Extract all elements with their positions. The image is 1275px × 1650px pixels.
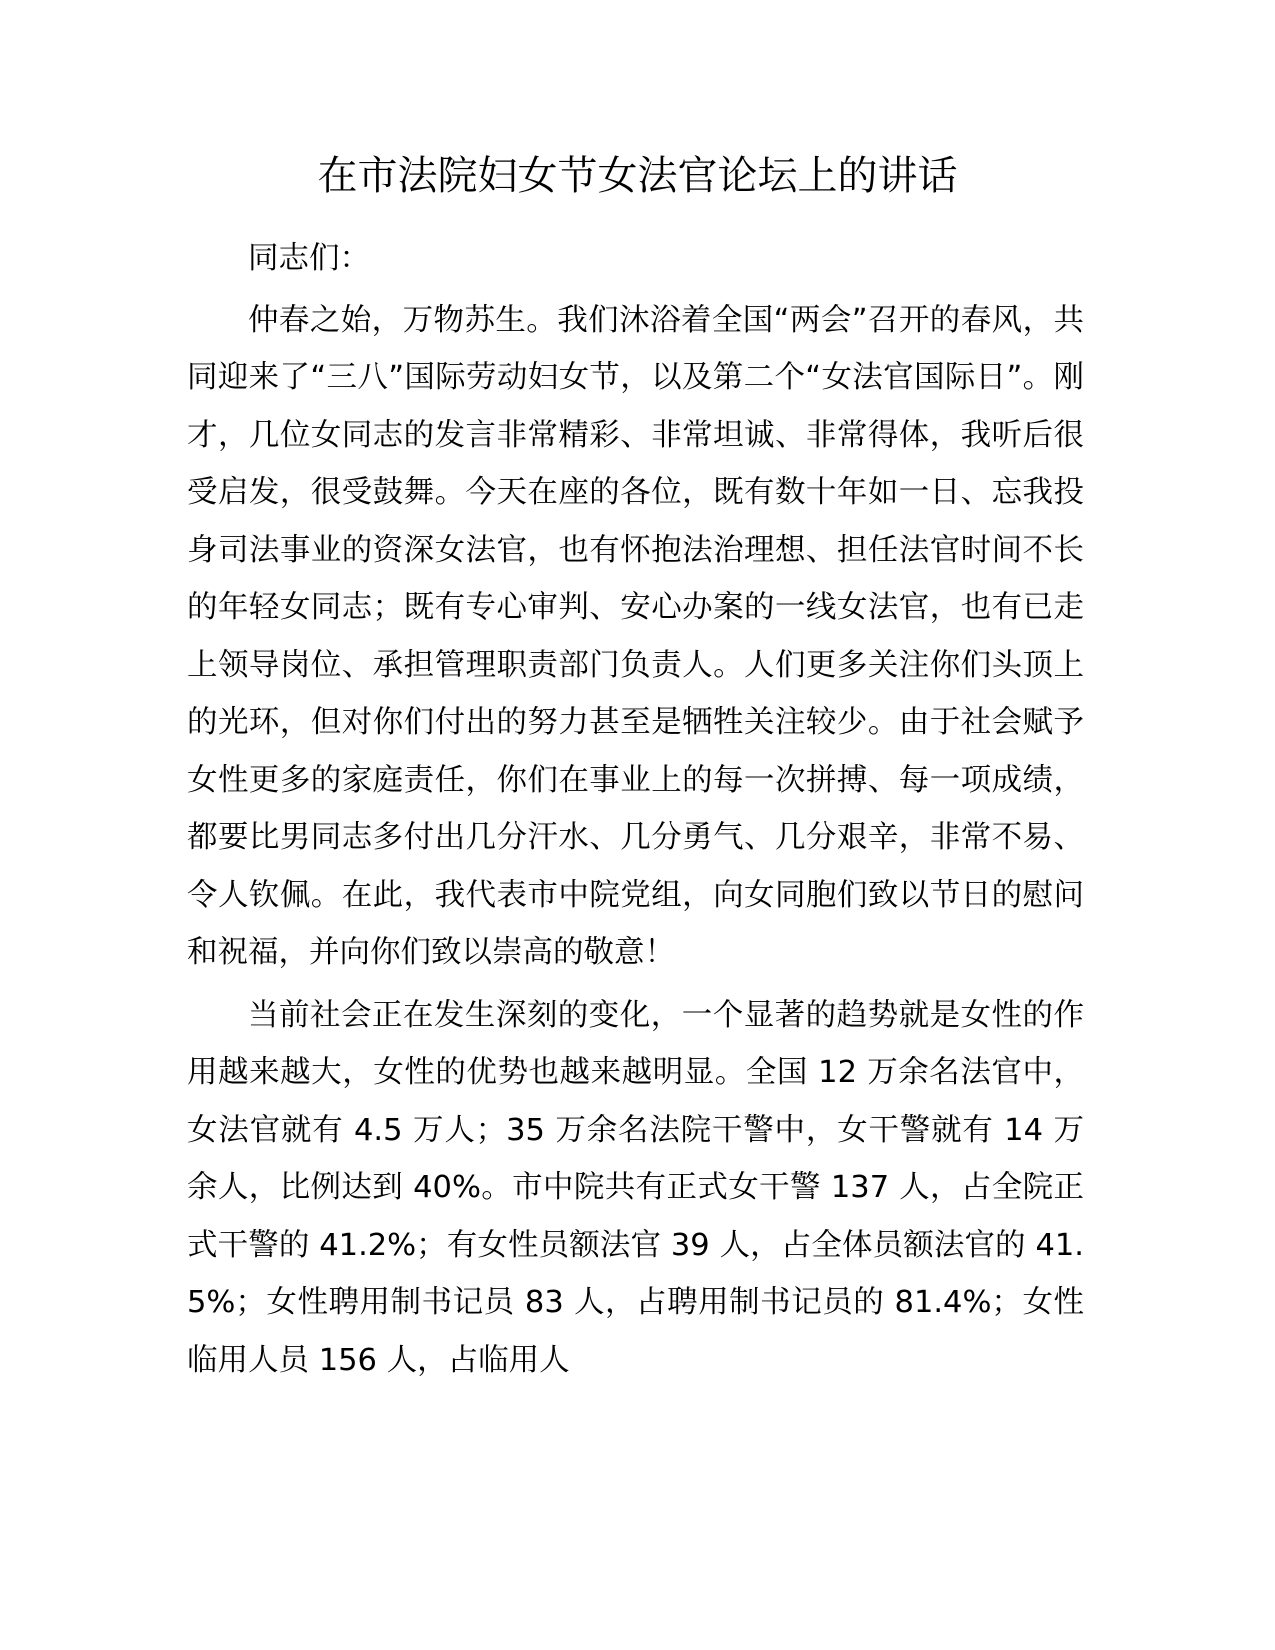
paragraph-1: 仲春之始，万物苏生。我们沐浴着全国“两会”召开的春风，共同迎来了“三八”国际劳动妇女节，以及第二个“女法官国际日”。刚才，几位女同志的发言非常精彩、非常坦诚、非常得体，我听后很受启发，很受鼓舞。今天在座的各位，既有数十年如一日、忘我投身司法事业的资深女法官，也有怀抱法治理想、担任法官时间不长的年轻女同志；既有专心审判、安心办案的一线女法官，也有已走上领导岗位、承担管理职责部门负责人。人们更多关注你们头顶上的光环，但对你们付出的努力甚至是牺牲关注较少。由于社会赋予女性更多的家庭责任，你们在事业上的每一次拼搏、每一项成绩，都要比男同志多付出几分汗水、几分勇气、几分艰辛，非常不易、令人钦佩。在此，我代表市中院党组，向女同胞们致以节日的慰问和祝福，并向你们致以崇高的敬意！	[187, 302, 1084, 970]
document-body	[187, 230, 1084, 1389]
document-title: 在市法院妇女节女法官论坛上的讲话	[317, 153, 958, 199]
salutation: 同志们：	[248, 241, 370, 276]
paragraph-2: 当前社会正在发生深刻的变化，一个显著的趋势就是女性的作用越来越大，女性的优势也越来越明显。全国 12 万余名法官中，女法官就有 4.5 万人；35 万余名法院干警中，女干警就有 14 万余人，比例达到 40%。市中院共有正式女干警 137 人，占全院正式干警的 41.2%；有女性员额法官 39 人，占全体员额法官的 41.5%；女性聘用制书记员 83 人，占聘用制书记员的 81.4%；女性临用人员 156 人，占临用人	[187, 997, 1084, 1378]
